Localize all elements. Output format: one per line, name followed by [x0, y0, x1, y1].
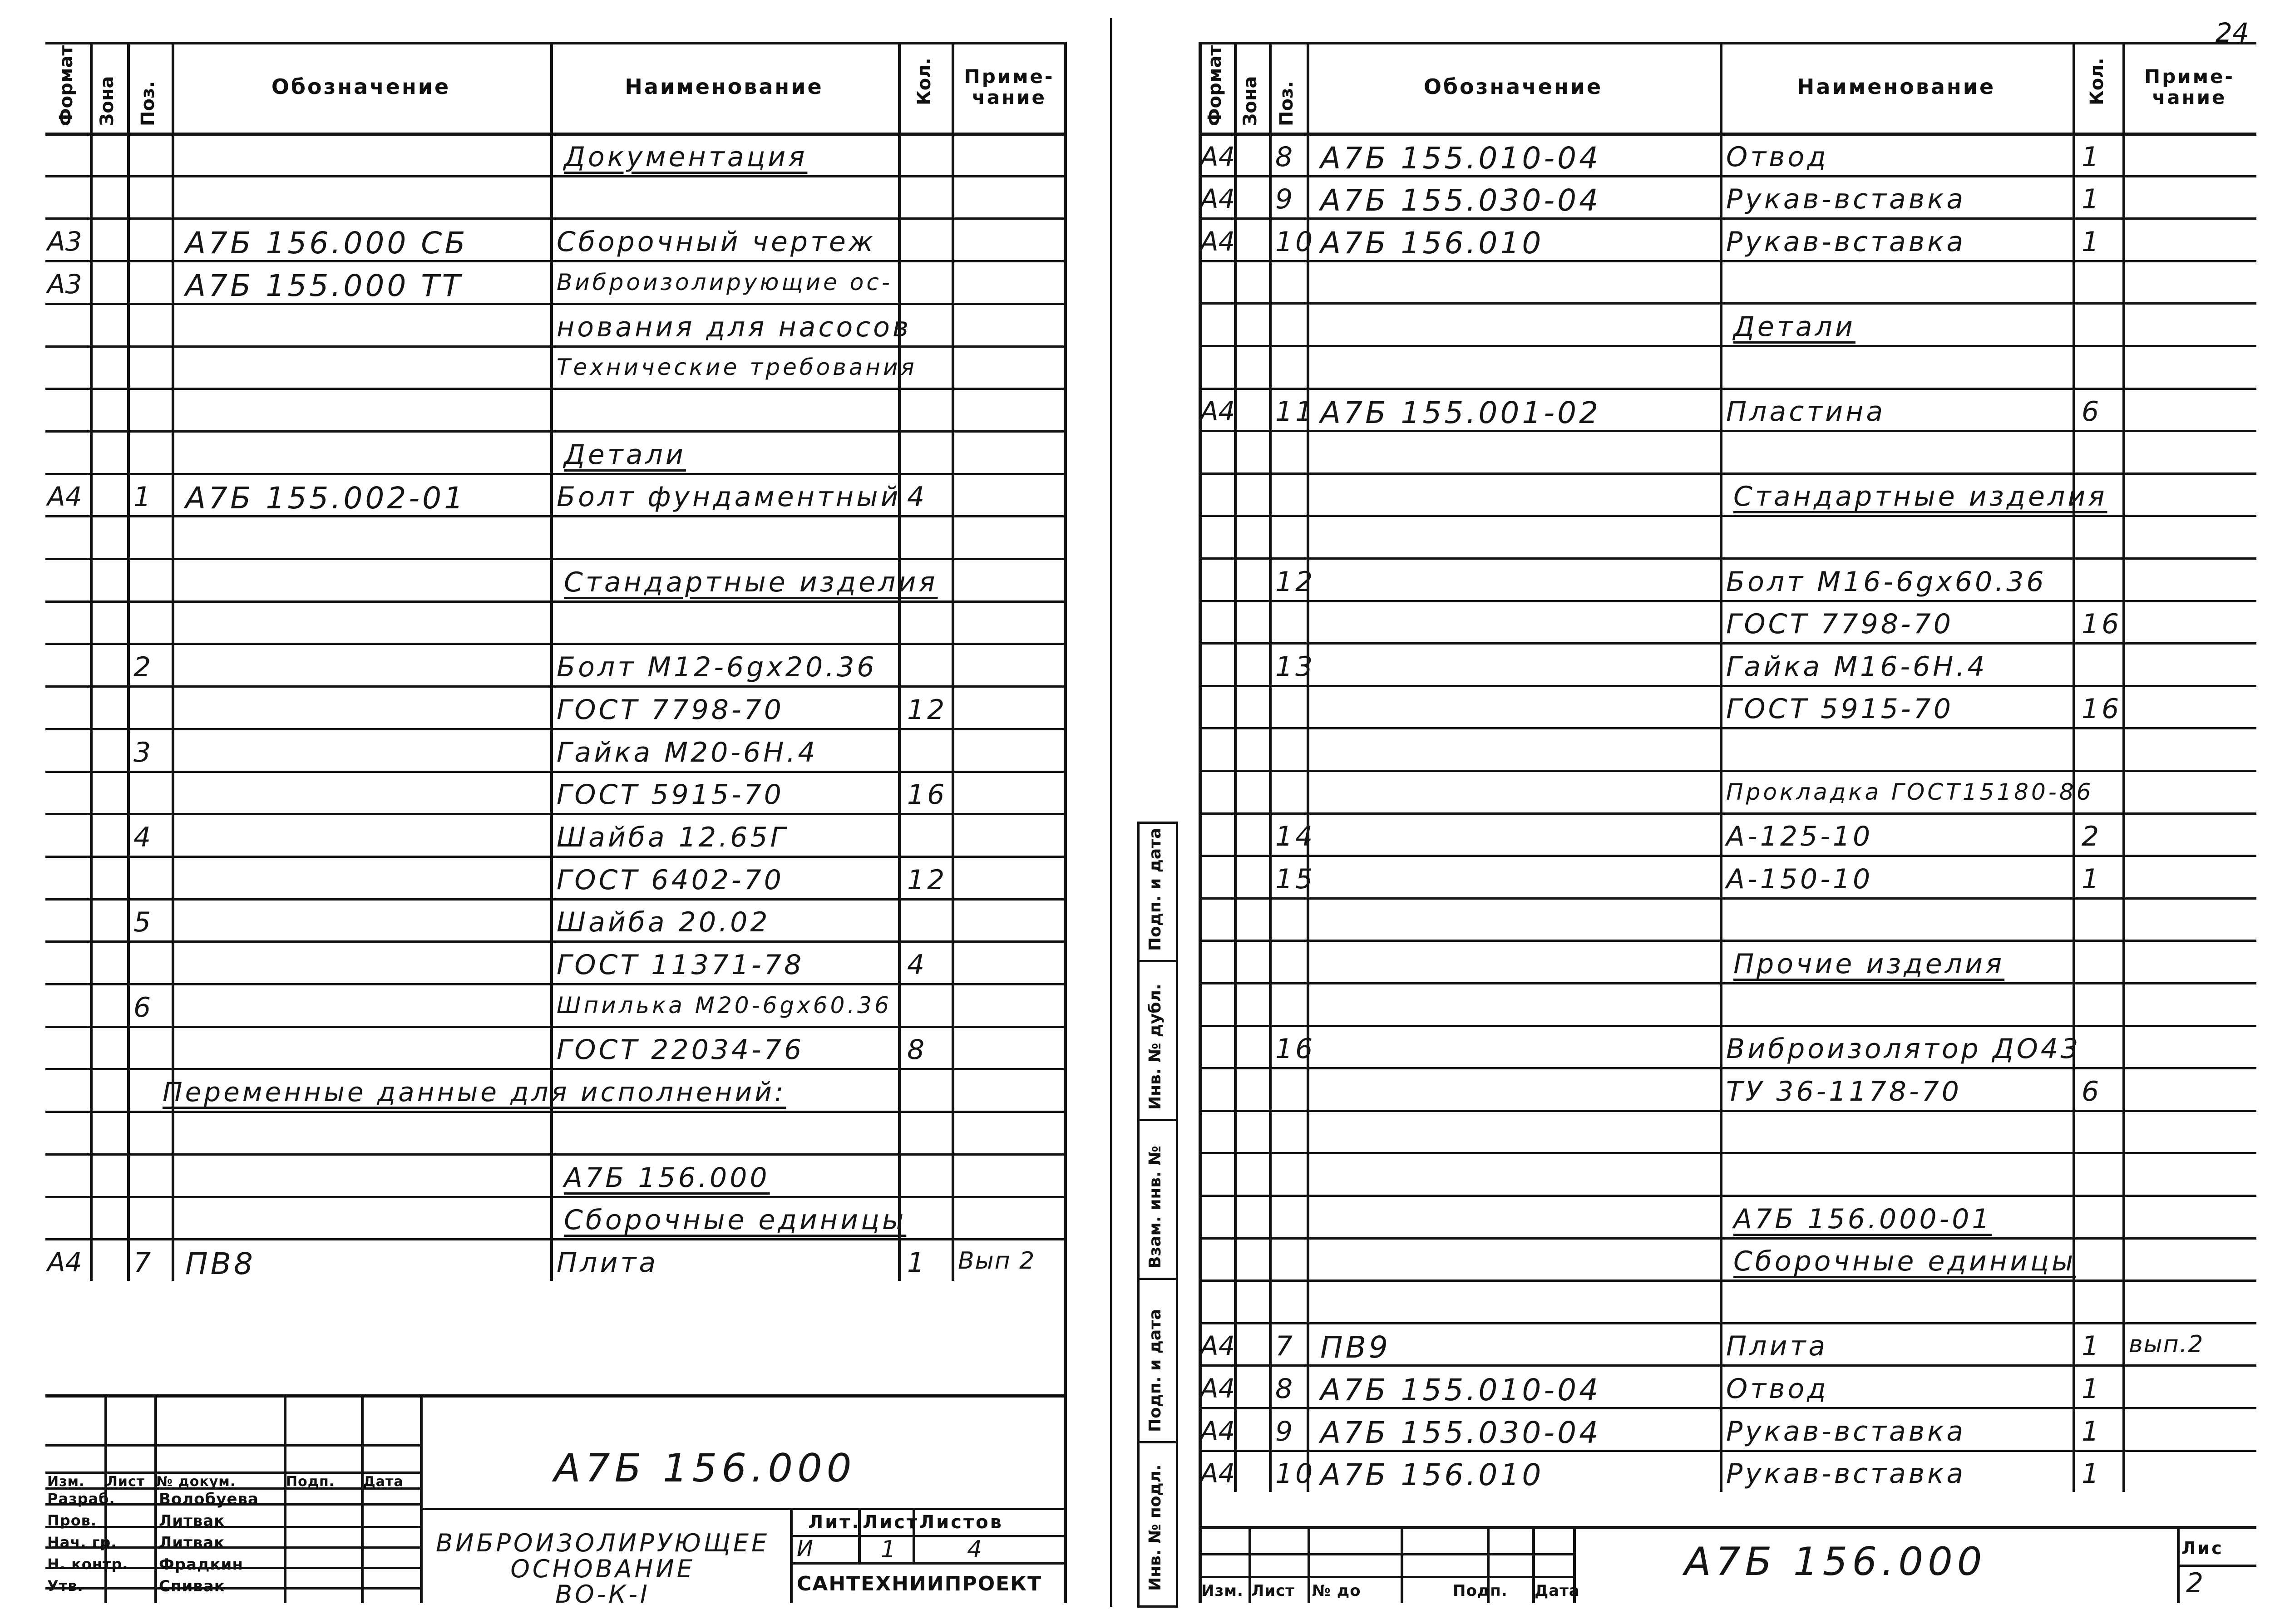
row-rule [1199, 897, 2256, 900]
row-rule [45, 643, 1067, 645]
row-name: Шайба 12.65Г [557, 821, 788, 853]
row-position: 2 [133, 651, 154, 684]
row-name: ГОСТ 6402-70 [557, 864, 784, 896]
header-zone: Зона [1239, 76, 1261, 126]
role-person: Литвак [159, 1534, 225, 1552]
title-grid-rule [45, 1444, 420, 1447]
row-rule [1199, 685, 2256, 687]
row-rule [1199, 175, 2256, 177]
code-rule [420, 1508, 1067, 1510]
row-quantity: 1 [2082, 1458, 2102, 1490]
row-rule [1199, 982, 2256, 984]
row-format: А4 [1200, 1458, 1235, 1489]
row-position: 16 [1275, 1033, 1316, 1065]
row-rule [45, 983, 1067, 985]
row-rule [45, 940, 1067, 943]
row-quantity: 1 [2082, 1415, 2102, 1447]
row-quantity: 1 [2082, 1373, 2102, 1405]
row-rule [1199, 515, 2256, 517]
row-rule [1199, 388, 2256, 390]
section-heading: Документация [564, 141, 808, 173]
row-name: Шайба 20.02 [557, 906, 770, 939]
row-rule [45, 473, 1067, 475]
name-org-divider [790, 1508, 793, 1603]
row-designation: А7Б 155.010-04 [1320, 140, 1601, 176]
header-name: Наименование [1796, 74, 1996, 99]
title-grid-rule [45, 1587, 420, 1590]
sheet-divider [1110, 18, 1112, 1607]
row-rule [1199, 727, 2256, 729]
column-sheet: Лист [1251, 1582, 1295, 1600]
row-rule [45, 771, 1067, 773]
title-grid-rule [45, 1526, 420, 1528]
row-rule [1199, 1280, 2256, 1282]
row-format: А4 [1200, 1415, 1235, 1447]
row-format: А4 [47, 1246, 82, 1278]
sheet-value: 2 [2186, 1567, 2206, 1599]
row-name: Пластина [1726, 396, 1886, 428]
row-designation: А7Б 155.010-04 [1320, 1373, 1601, 1407]
row-quantity: 12 [907, 864, 947, 896]
row-format: А3 [47, 226, 82, 257]
row-designation: А7Б 155.030-04 [1320, 1415, 1601, 1450]
row-rule [45, 260, 1067, 262]
row-rule [1199, 1152, 2256, 1154]
side-strip-label: Инв. № дубл. [1146, 984, 1165, 1110]
row-position: 14 [1275, 821, 1316, 853]
row-designation: А7Б 156.000 СБ [185, 226, 468, 261]
row-quantity: 1 [2082, 183, 2102, 216]
row-rule [45, 1153, 1067, 1156]
row-quantity: 16 [2082, 608, 2122, 640]
row-position: 3 [133, 736, 154, 768]
row-rule [45, 1068, 1067, 1070]
row-name: ТУ 36-1178-70 [1726, 1075, 1962, 1107]
row-quantity: 16 [2082, 693, 2122, 725]
row-name: Болт М16-6gx60.36 [1726, 566, 2047, 598]
row-position: 1 [133, 481, 154, 513]
row-position: 6 [133, 991, 154, 1024]
row-rule [1199, 260, 2256, 262]
row-designation: А7Б 155.030-04 [1320, 183, 1601, 218]
row-position: 7 [133, 1246, 154, 1279]
row-designation: А7Б 156.010 [1320, 1457, 1544, 1493]
row-rule [1199, 1110, 2256, 1112]
title-block-left [45, 1394, 1067, 1609]
row-name: нования для насосов [557, 311, 912, 343]
row-name: Отвод [1726, 1373, 1829, 1405]
row-name: Прокладка ГОСТ15180-86 [1726, 778, 2094, 805]
header-qty: Кол. [914, 58, 935, 105]
row-quantity: 1 [907, 1246, 928, 1279]
row-position: 5 [133, 906, 154, 939]
lit-row-rule [790, 1562, 1067, 1565]
row-position: 15 [1275, 863, 1316, 895]
section-heading: Детали [1733, 311, 1855, 343]
product-name: ВИБРОИЗОЛИРУЮЩЕЕ ОСНОВАНИЕ ВО-К-I [436, 1529, 770, 1609]
row-name: ГОСТ 11371-78 [557, 949, 804, 981]
spec-table-right [1199, 42, 2256, 1492]
row-rule [45, 1238, 1067, 1240]
column-divider [127, 42, 130, 1281]
row-designation: А7Б 155.001-02 [1320, 395, 1601, 431]
column-date: Дата [1535, 1582, 1580, 1600]
column-document: № докум. [156, 1474, 236, 1490]
header-pos: Поз. [1276, 81, 1297, 126]
row-rule [1199, 812, 2256, 815]
row-rule [45, 345, 1067, 348]
document-code: А7Б 156.000 [554, 1446, 856, 1491]
row-position: 10 [1275, 1458, 1316, 1490]
row-format: А4 [1200, 226, 1235, 257]
row-quantity: 1 [2082, 1330, 2102, 1363]
row-position: 8 [1275, 1373, 1296, 1405]
row-position: 13 [1275, 650, 1316, 683]
column-signature: Подп. [286, 1474, 335, 1490]
role-person: Волобуева [159, 1490, 259, 1508]
side-strip-rule [1140, 960, 1176, 962]
section-heading: Стандартные изделия [1733, 481, 2107, 513]
title-grid-column [1401, 1526, 1403, 1603]
row-rule [45, 898, 1067, 901]
header-format: Формат [56, 45, 77, 126]
header-note: Приме- чание [964, 65, 1055, 109]
lit-value: И [797, 1536, 816, 1561]
title-grid-rule [1199, 1576, 1573, 1578]
column-izm: Изм. [1201, 1582, 1244, 1600]
role-label: Утв. [47, 1577, 84, 1594]
side-strip-label: Подп. и дата [1146, 1309, 1165, 1432]
row-rule [1199, 472, 2256, 475]
section-heading: Сборочные единицы [564, 1204, 907, 1236]
column-divider [90, 42, 93, 1281]
section-heading: А7Б 156.000-01 [1733, 1203, 1992, 1235]
title-block-top-rule [1199, 1526, 2256, 1529]
row-rule [45, 728, 1067, 730]
row-position: 9 [1275, 183, 1296, 216]
column-divider [1234, 42, 1237, 1492]
row-name: ГОСТ 5915-70 [557, 779, 784, 811]
header-pos: Поз. [138, 81, 158, 126]
row-name: А-150-10 [1726, 863, 1873, 895]
side-stamp-strip [1137, 822, 1178, 1608]
row-rule [45, 217, 1067, 220]
role-person: Фрадкин [159, 1555, 243, 1574]
header-note: Приме- чание [2144, 65, 2235, 109]
row-note: вып.2 [2129, 1331, 2204, 1358]
row-name: Сборочный чертеж [557, 226, 876, 258]
row-name: Виброизолирующие ос- [557, 269, 893, 295]
organization: САНТЕХНИИПРОЕКТ [797, 1572, 1042, 1595]
row-quantity: 4 [907, 481, 928, 513]
row-position: 8 [1275, 141, 1296, 173]
column-divider [952, 42, 954, 1281]
row-format: А3 [47, 268, 82, 300]
sheet-box-rule [2177, 1565, 2256, 1567]
title-block-right [1199, 1526, 2256, 1603]
row-rule [1199, 1450, 2256, 1452]
row-rule [45, 856, 1067, 858]
spec-table-left [45, 42, 1067, 1281]
row-format: А4 [1200, 396, 1235, 427]
row-quantity: 6 [2082, 396, 2102, 428]
title-grid-rule [1199, 1553, 1573, 1555]
row-rule [1199, 1407, 2256, 1409]
row-quantity: 1 [2082, 141, 2102, 173]
row-rule [1199, 600, 2256, 602]
row-position: 4 [133, 821, 154, 853]
title-grid-column [1308, 1526, 1310, 1603]
row-rule [1199, 1025, 2256, 1027]
column-divider [2122, 42, 2125, 1492]
row-rule [1199, 1195, 2256, 1197]
column-divider [898, 42, 901, 1281]
row-name: Болт М12-6gx20.36 [557, 651, 877, 684]
row-rule [45, 515, 1067, 517]
role-person: Литвак [159, 1512, 225, 1530]
row-rule [1199, 302, 2256, 305]
row-rule [45, 1026, 1067, 1028]
row-rule [45, 303, 1067, 305]
row-format: А4 [1200, 141, 1235, 172]
side-strip-rule [1140, 1119, 1176, 1121]
row-name: ГОСТ 22034-76 [557, 1034, 804, 1066]
column-signature: Подп. [1453, 1582, 1508, 1600]
row-rule [45, 558, 1067, 560]
spec-sheet-left [45, 42, 1067, 1609]
section-heading: Прочие изделия [1733, 948, 2005, 980]
row-position: 7 [1275, 1330, 1296, 1363]
sheet-value: 1 [881, 1536, 899, 1563]
row-rule [45, 388, 1067, 390]
section-heading: А7Б 156.000 [564, 1161, 770, 1194]
row-rule [1199, 1364, 2256, 1367]
header-rule [1199, 133, 2256, 136]
row-quantity: 1 [2082, 863, 2102, 895]
header-format: Формат [1204, 45, 1225, 126]
row-designation: ПВ9 [1320, 1330, 1391, 1365]
row-quantity: 8 [907, 1034, 928, 1066]
lit-row-rule [790, 1535, 1067, 1537]
row-designation: ПВ8 [185, 1246, 256, 1281]
row-rule [1199, 345, 2256, 347]
role-label: Н. контр. [47, 1555, 128, 1573]
row-name: Технические требования [557, 354, 917, 381]
row-quantity: 16 [907, 779, 947, 811]
row-rule [45, 600, 1067, 603]
header-designation: Обозначение [271, 74, 451, 99]
row-rule [1199, 430, 2256, 432]
column-izm: Изм. [47, 1474, 85, 1490]
row-name: Шпилька М20-6gx60.36 [557, 992, 892, 1019]
side-strip-rule [1140, 1441, 1176, 1443]
page-number: 24 [2216, 17, 2249, 48]
role-label: Нач. гр. [47, 1534, 117, 1551]
row-rule [1199, 855, 2256, 857]
side-strip-label: Инв. № подл. [1146, 1464, 1165, 1591]
sheet-label: Лист [863, 1512, 919, 1533]
row-quantity: 2 [2082, 821, 2102, 853]
row-quantity: 12 [907, 694, 947, 726]
column-divider [1720, 42, 1722, 1492]
row-rule [45, 1196, 1067, 1198]
column-divider [1269, 42, 1272, 1492]
row-name: ГОСТ 7798-70 [1726, 608, 1954, 640]
spec-sheet-right [1199, 42, 2256, 1603]
header-name: Наименование [625, 74, 824, 99]
row-name: Рукав-вставка [1726, 1415, 1966, 1447]
role-person: Спивак [159, 1577, 225, 1595]
row-rule [1199, 770, 2256, 772]
row-format: А4 [1200, 183, 1235, 215]
column-document: № до [1312, 1582, 1361, 1600]
row-name: Виброизолятор ДО43 [1726, 1033, 2081, 1065]
title-grid-column [284, 1394, 286, 1603]
row-name: Рукав-вставка [1726, 1458, 1966, 1490]
row-position: 11 [1275, 396, 1316, 428]
header-designation: Обозначение [1423, 74, 1603, 99]
row-rule [1199, 1237, 2256, 1240]
header-qty: Кол. [2087, 58, 2107, 105]
row-designation: А7Б 155.002-01 [185, 481, 466, 516]
row-name: ГОСТ 5915-70 [1726, 693, 1954, 725]
row-quantity: 4 [907, 949, 928, 981]
row-position: 12 [1275, 566, 1316, 598]
column-date: Дата [363, 1474, 404, 1490]
row-name: Болт фундаментный [557, 481, 901, 513]
row-name: Гайка М16-6Н.4 [1726, 650, 1988, 683]
row-name: Рукав-вставка [1726, 226, 1966, 258]
row-rule [1199, 557, 2256, 560]
row-quantity: 6 [2082, 1075, 2102, 1107]
row-rule [1199, 642, 2256, 645]
row-rule [1199, 1322, 2256, 1324]
header-rule [45, 133, 1067, 136]
side-strip-label: Подп. и дата [1146, 827, 1165, 951]
row-name: ГОСТ 7798-70 [557, 694, 784, 726]
side-strip-rule [1140, 1278, 1176, 1280]
variant-data-heading: Переменные данные для исполнений: [163, 1077, 786, 1108]
row-format: А4 [47, 481, 82, 512]
row-name: А-125-10 [1726, 821, 1873, 853]
row-position: 9 [1275, 1415, 1296, 1447]
sheets-value: 4 [967, 1536, 985, 1563]
section-heading: Детали [564, 438, 686, 471]
row-name: Плита [1726, 1330, 1828, 1363]
row-rule [1199, 940, 2256, 942]
row-rule [45, 813, 1067, 815]
sheet-label: Лис [2181, 1538, 2224, 1558]
header-zone: Зона [97, 76, 118, 126]
lit-label: Лит. [808, 1512, 861, 1533]
row-name: Отвод [1726, 141, 1829, 173]
section-heading: Сборочные единицы [1733, 1245, 2076, 1278]
row-rule [1199, 217, 2256, 220]
row-format: А4 [1200, 1373, 1235, 1404]
sheets-label: Листов [919, 1512, 1003, 1533]
role-label: Пров. [47, 1512, 97, 1529]
row-position: 10 [1275, 226, 1316, 258]
row-name: Рукав-вставка [1726, 183, 1966, 216]
title-block-top-rule [45, 1394, 1067, 1398]
role-label: Разраб. [47, 1490, 115, 1507]
column-sheet: Лист [106, 1474, 145, 1490]
row-rule [45, 685, 1067, 688]
section-heading: Стандартные изделия [564, 566, 938, 598]
title-grid-column [361, 1394, 364, 1603]
side-strip-label: Взам. инв. № [1146, 1146, 1165, 1269]
row-format: А4 [1200, 1330, 1235, 1362]
column-divider [1307, 42, 1309, 1492]
row-rule [1199, 1067, 2256, 1069]
title-block-divider [420, 1394, 423, 1603]
document-code: А7Б 156.000 [1684, 1539, 1987, 1585]
row-quantity: 1 [2082, 226, 2102, 258]
row-designation: А7Б 155.000 ТТ [185, 268, 463, 303]
row-rule [45, 175, 1067, 177]
row-name: Гайка М20-6Н.4 [557, 736, 818, 768]
row-note: Вып 2 [958, 1247, 1036, 1275]
title-grid-column [154, 1394, 157, 1603]
row-rule [45, 430, 1067, 433]
row-rule [45, 1111, 1067, 1113]
row-name: Плита [557, 1246, 659, 1279]
row-designation: А7Б 156.010 [1320, 225, 1544, 261]
